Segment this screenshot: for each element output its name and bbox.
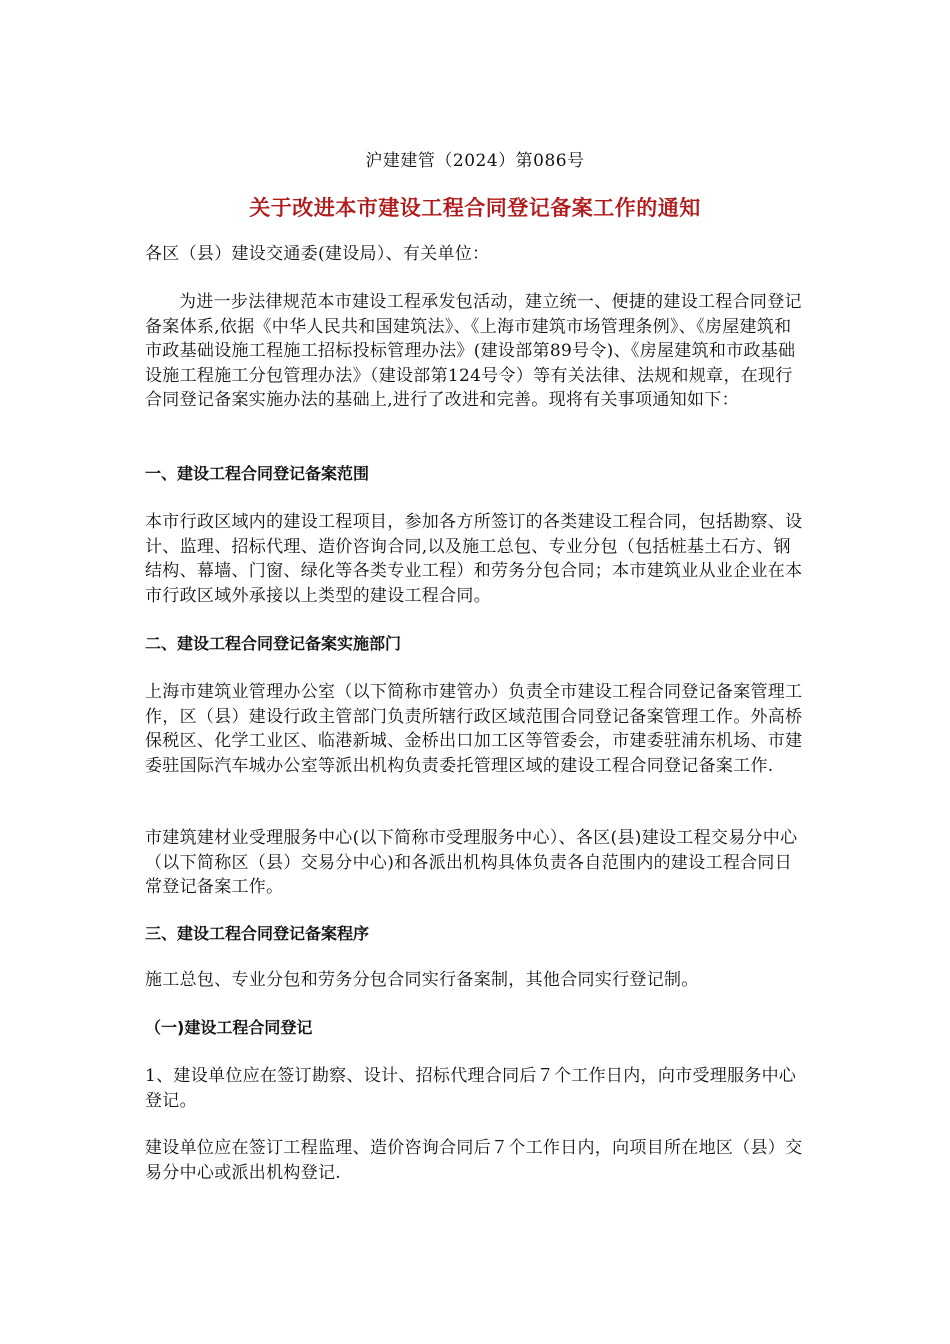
section-2-heading: 二、建设工程合同登记备案实施部门: [145, 634, 402, 653]
section-2-paragraph-1: 上海市建筑业管理办公室（以下简称市建管办）负责全市建设工程合同登记备案管理工作，区（县）建设行政主管部门负责所辖行政区域范围合同登记备案管理工作。外高桥保税区、化学工业区、临港新城、金桥出口加工区等管委会，市建委驻浦东机场、市建委驻国际汽车城办公室等派出机构负责委托管理区域的建设工程合同登记备案工作.: [145, 682, 803, 776]
section-3-body: 施工总包、专业分包和劳务分包合同实行备案制，其他合同实行登记制。: [145, 970, 699, 990]
document-title: 关于改进本市建设工程合同登记备案工作的通知: [249, 196, 701, 220]
section-1-body: 本市行政区域内的建设工程项目，参加各方所签订的各类建设工程合同，包括勘察、设计、监理、招标代理、造价咨询合同,以及施工总包、专业分包（包括桩基土石方、钢结构、幕墙、门窗、绿化等各类专业工程）和劳务分包合同；本市建筑业从业企业在本市行政区域外承接以上类型的建设工程合同。: [145, 512, 803, 606]
section-2-paragraph-2: 市建筑建材业受理服务中心(以下简称市受理服务中心）、各区(县)建设工程交易分中心（以下简称区（县）交易分中心)和各派出机构具体负责各自范围内的建设工程合同日常登记备案工作。: [145, 828, 798, 897]
item-1-continuation: 建设单位应在签订工程监理、造价咨询合同后７个工作日内，向项目所在地区（县）交易分中心或派出机构登记.: [145, 1138, 803, 1183]
intro-paragraph: 为进一步法律规范本市建设工程承发包活动，建立统一、便捷的建设工程合同登记备案体系,依据《中华人民共和国建筑法》、《上海市建筑市场管理条例》、《房屋建筑和市政基础设施工程施工招标投标管理办法》(建设部第89号令)、《房屋建筑和市政基础设施工程施工分包管理办法》（建设部第124号令）等有关法律、法规和规章，在现行合同登记备案实施办法的基础上,进行了改进和完善。现将有关事项通知如下：: [145, 292, 802, 410]
salutation: 各区（县）建设交通委(建设局）、有关单位：: [145, 244, 490, 264]
section-1-heading: 一、建设工程合同登记备案范围: [145, 464, 370, 483]
subsection-1-heading: （一)建设工程合同登记: [145, 1018, 313, 1037]
document-number: 沪建建管（2024）第086号: [365, 151, 585, 171]
item-1-paragraph: 1、建设单位应在签订勘察、设计、招标代理合同后７个工作日内，向市受理服务中心登记。: [145, 1066, 797, 1111]
section-3-heading: 三、建设工程合同登记备案程序: [145, 924, 370, 943]
